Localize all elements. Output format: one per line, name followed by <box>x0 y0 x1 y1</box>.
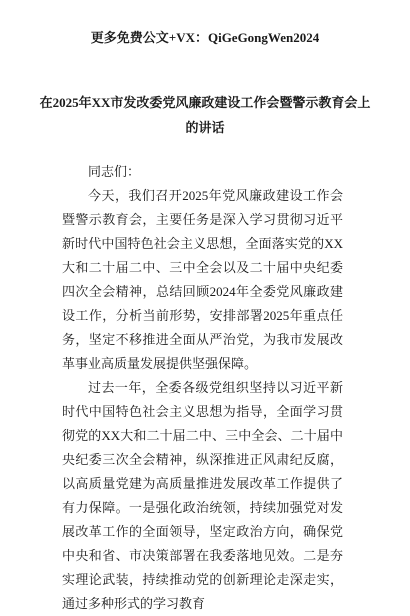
speech-title-line-1: 在2025年XX市发改委党风廉政建设工作会暨警示教育会上 <box>39 95 371 110</box>
body-paragraph: 今天，我们召开2025年党风廉政建设工作会暨警示教育会，主要任务是深入学习贯彻习近平新时代中国特色社会主义思想，全面落实党的XX大和二十届二中、三中全会以及二十届中央纪委四次全会精神，总结回顾2024年全委党风廉政建设工作，分析当前形势，安排部署2025年重点任务，坚定不移推进全面从严治党，为我市发展改革事业高质量发展提供坚强保障。 <box>62 188 343 371</box>
speech-body <box>62 160 343 616</box>
promo-header: 更多免费公文+VX：QiGeGongWen2024 <box>90 30 320 45</box>
salutation: 同志们： <box>88 164 141 179</box>
body-paragraph: 过去一年，全委各级党组织坚持以习近平新时代中国特色社会主义思想为指导，全面学习贯彻党的XX大和二十届二中、三中全会、二十届中央纪委三次全会精神，纵深推进正风肃纪反腐，以高质量党建为高质量推进发展改革工作提供了有力保障。一是强化政治统领，持续加强党对发展改革工作的全面领导，坚定政治方向，确保党中央和省、市决策部署在我委落地见效。二是夯实理论武装，持续推动党的创新理论走深走实，通过多种形式的学习教育 <box>62 380 343 611</box>
speech-title-line-2: 的讲话 <box>185 120 225 135</box>
